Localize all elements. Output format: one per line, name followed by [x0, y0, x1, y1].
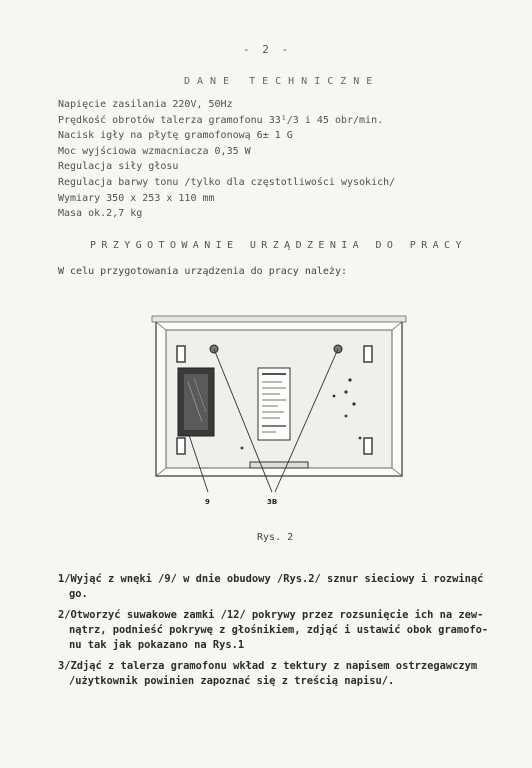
step-3-line-2: /użytkownik powinien zapoznać się z treścią napisu/. [69, 675, 395, 687]
step-2-line-3: nu tak jak pokazano na Rys.1 [69, 639, 245, 651]
technical-specs-list [58, 97, 395, 222]
latch-top-left [177, 346, 185, 362]
latch-bottom-left [177, 438, 185, 454]
latch-top-right [364, 346, 372, 362]
spec-line-needle-pressure: Nacisk igły na płytę gramofonową 6± 1 G [58, 130, 293, 142]
step-3 [58, 659, 488, 689]
spec-line-voltage: Napięcie zasilania 220V, 50Hz [58, 99, 233, 110]
spec-line-speed: Prędkość obrotów talerza gramofonu 33¹/3 i 45 obr/min. [58, 114, 384, 126]
step-1 [58, 572, 488, 602]
step-2-line-2: nątrz, podnieść pokrywę z głośnikiem, zdjąć i ustawić obok gramofo- [69, 624, 489, 636]
technical-data-heading: DANE TECHNICZNE [184, 76, 380, 87]
step-1-line-1: 1/Wyjąć z wnęki /9/ w dnie obudowy /Rys.2/ sznur sieciowy i rozwinąć [58, 573, 484, 585]
preparation-heading: PRZYGOTOWANIE URZĄDZENIA DO PRACY [90, 240, 467, 251]
step-2-line-1: 2/Otworzyć suwakowe zamki /12/ pokrywy przez rozsunięcie ich na zew- [58, 609, 484, 621]
step-1-line-2: go. [69, 588, 88, 600]
instruction-steps [58, 572, 488, 695]
page-number: - 2 - [243, 43, 292, 56]
bottom-foot [250, 462, 308, 468]
spec-line-mass: Masa ok.2,7 kg [58, 208, 143, 220]
step-2 [58, 608, 488, 653]
spec-line-output-power: Moc wyjściowa wzmacniacza 0,35 W [58, 145, 251, 157]
spec-line-volume-control: Regulacja siły głosu [58, 161, 179, 173]
callout-label-9: 9 [205, 498, 210, 506]
spec-line-tone-control: Regulacja barwy tonu /tylko dla częstotliwości wysokich/ [58, 176, 396, 188]
step-3-line-1: 3/Zdjąć z talerza gramofonu wkład z tektury z napisem ostrzegawczym [58, 660, 478, 672]
rating-plate [258, 368, 290, 440]
latch-bottom-right [364, 438, 372, 454]
callout-label-3b: 3B [267, 498, 278, 506]
spec-line-dimensions: Wymiary 350 x 253 x 110 mm [58, 192, 215, 204]
figure-device-bottom-view [150, 312, 408, 512]
figure-caption: Rys. 2 [257, 532, 294, 543]
intro-text: W celu przygotowania urządzenia do pracy należy: [58, 266, 347, 277]
